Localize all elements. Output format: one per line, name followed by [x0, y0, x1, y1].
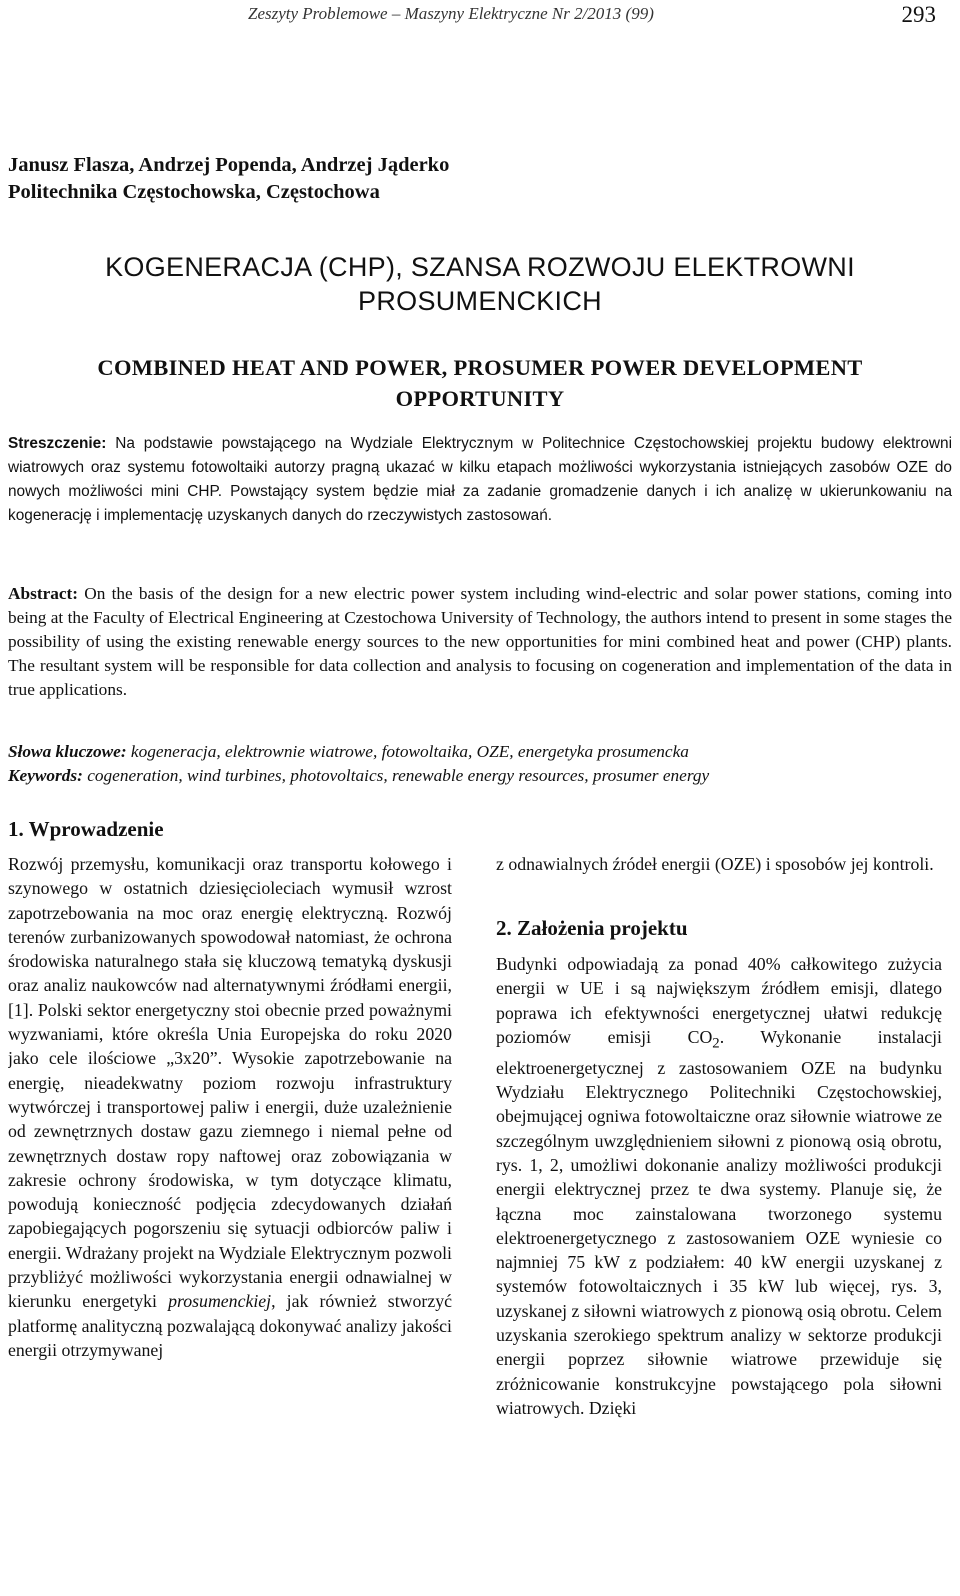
keywords-polish-label: Słowa kluczowe: [8, 742, 127, 761]
section2-body [496, 952, 942, 1592]
page-number: 293 [901, 2, 936, 27]
keywords-english-text: cogeneration, wind turbines, photovoltaics, renewable energy resources, prosumer energy [87, 766, 710, 785]
title-polish-line2: PROSUMENCKICH [358, 286, 602, 316]
section1-paragraph: Rozwój przemysłu, komunikacji oraz transportu kołowego i szynowego w ostatnich dziesięcioleciach wymusił wzrost zapotrzebowania na moc oraz energię elektryczną. Rozwój terenów zurbanizowanych spowodował natomiast, że ochrona środowiska naturalnego stała się kluczową tematyką dyskusji oraz analiz naukowców nad alternatywnymi źródłami energii, [1]. Polski sektor energetyczny stoi obecnie przed poważnymi wyzwaniami, które określa Unia Europejska do roku 2020 jako cele ilościowe „3x20”. Wysokie zapotrzebowanie na energię, nieadekwatny poziom rozwoju infrastruktury wytwórczej i transportowej paliw i energii, duże uzależnienie od zewnętrznych dostaw gazu ziemnego i niemal pełne od zewnętrznych dostaw ropy naftowej oraz zobowiązania w zakresie ochrony środowiska, w tym dotyczące klimatu, powodują konieczność podjęcia zdecydowanych działań zapobiegających pogorszeniu się sytuacji odbiorców paliw i energii. Wdrażany projekt na Wydziale Elektrycznym pozwoli przybliżyć możliwości wykorzystania energii odnawialnej w kierunku energetyki [8, 854, 452, 1312]
section1-italic-term: prosumenckiej [168, 1291, 272, 1312]
author-affiliation: Politechnika Częstochowska, Częstochowa [8, 181, 380, 203]
section2-paragraph-start: Budynki odpowiadają za ponad 40% całkowitego zużycia energii w UE i są największym źródłem emisji, dlatego poprawa ich efektywności energetycznej ułatwi redukcję poziomów emisji CO [496, 954, 942, 1047]
abstract-english-text: On the basis of the design for a new electric power system including wind-electric and solar power stations, coming into being at the Faculty of Electrical Engineering at Czestochowa University of Technology, the authors intend to present in some stages the possibility of using the existing renewable energy sources to the new opportunities for mini combined heat and power (CHP) plants. The resultant system will be responsible for data collection and analysis to focusing on cogeneration and implementation of the data in true applications. [8, 584, 952, 699]
keywords-polish-text: kogeneracja, elektrownie wiatrowe, fotowoltaika, OZE, energetyka prosumencka [130, 742, 689, 761]
page-header [0, 4, 960, 34]
section1-heading: 1. Wprowadzenie [8, 817, 164, 841]
author-names: Janusz Flasza, Andrzej Popenda, Andrzej Jąderko [8, 154, 450, 176]
section2-paragraph-rest: . Wykonanie instalacji elektroenergetycznej z zastosowaniem OZE na budynku Wydziału Elektrycznego Politechniki Częstochowskiej, obejmującej ogniwa fotowoltaiczne oraz siłownie wiatrowe ze szczególnym uwzględnieniem siłowni z pionową osią obrotu, rys. 1, 2, umożliwi dokonanie analizy możliwości produkcji energii elektrycznej przez te dwa systemy. Planuje się, że łączna moc zainstalowana tworzonego systemu elektroenergetycznego z zastosowaniem OZE wyniesie co najmniej 75 kW z podziałem: 40 kW energii uzyskanej z systemów fotowoltaicznych i 35 kW lub więcej, rys. 3, uzyskanej z siłowni wiatrowych z pionową osią obrotu. Celem uzyskania szerokiego spektrum analizy w sektorze produkcji energii poprzez siłownie wiatrowe przewiduje się zróżnicowanie konstrukcyjne powstającego pola siłowni wiatrowych. Dzięki [496, 1026, 942, 1418]
abstract-english [8, 582, 952, 702]
title-english-line1: COMBINED HEAT AND POWER, PROSUMER POWER DEVELOPMENT [97, 355, 863, 380]
title-polish [0, 250, 960, 318]
section2-heading: 2. Założenia projektu [496, 916, 688, 940]
title-english [0, 352, 960, 414]
section1-continuation: z odnawialnych źródeł energii (OZE) i sposobów jej kontroli. [496, 854, 934, 874]
keywords-english-label: Keywords: [8, 766, 83, 785]
abstract-polish [8, 432, 952, 528]
journal-title: Zeszyty Problemowe – Maszyny Elektryczne Nr 2/2013 (99) [248, 4, 654, 23]
co2-subscript: 2 [712, 1035, 720, 1052]
keywords-english [8, 764, 952, 788]
authors-block [8, 152, 449, 206]
abstract-polish-text: Na podstawie powstającego na Wydziale Elektrycznym w Politechnice Częstochowskiej projektu budowy elektrowni wiatrowych oraz systemu fotowoltaiki autorzy pragną ukazać w kilku etapach możliwości wykorzystania istniejących zasobów OZE do nowych możliwości mini CHP. Powstający system będzie miał za zadanie gromadzenie danych i ich analizę w ukierunkowaniu na kogenerację i implementację uzyskanych danych do rzeczywistych zastosowań. [8, 435, 952, 524]
section1-body [8, 852, 452, 1592]
section1-paragraph-end: , jak również stworzyć platformę analityczną pozwalającą dokonywać analizy jakości energii otrzymywanej [8, 1291, 452, 1360]
title-english-line2: OPPORTUNITY [395, 386, 565, 411]
keywords-polish [8, 740, 952, 764]
title-polish-line1: KOGENERACJA (CHP), SZANSA ROZWOJU ELEKTROWNI [105, 252, 855, 282]
abstract-polish-label: Streszczenie: [8, 435, 107, 452]
abstract-english-label: Abstract: [8, 584, 79, 603]
